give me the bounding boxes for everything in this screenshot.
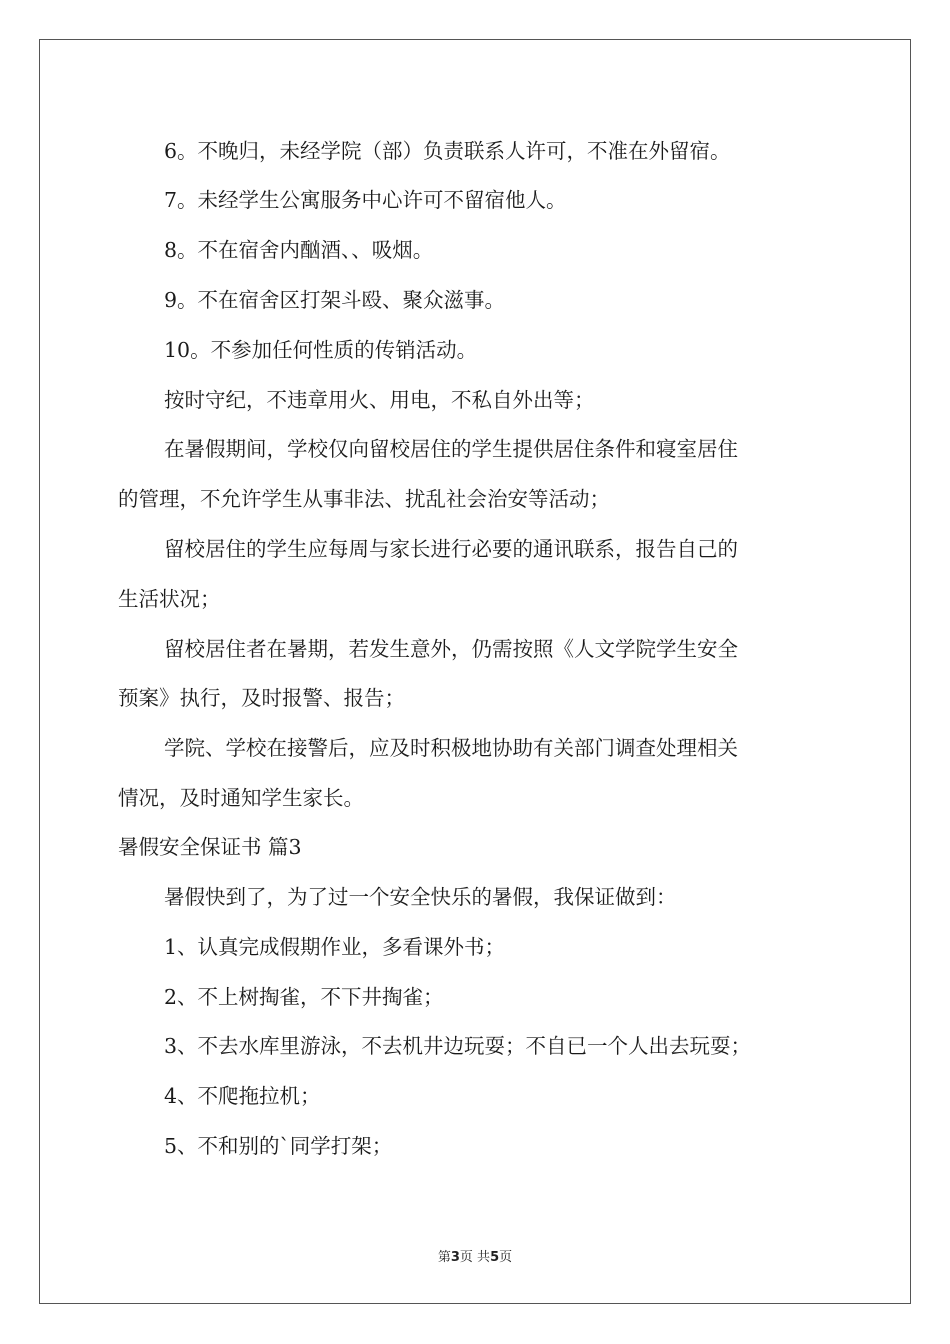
text-line: 4、不爬拖拉机； bbox=[164, 1084, 321, 1108]
text-line: 在暑假期间，学校仅向留校居住的学生提供居住条件和寝室居住 bbox=[164, 437, 738, 461]
text-line: 留校居住者在暑期，若发生意外，仍需按照《人文学院学生安全 bbox=[164, 637, 738, 661]
text-line: 预案》执行，及时报警、报告； bbox=[118, 686, 405, 710]
text-line: 学院、学校在接警后，应及时积极地协助有关部门调查处理相关 bbox=[164, 736, 738, 760]
text-line: 的管理，不允许学生从事非法、扰乱社会治安等活动； bbox=[118, 487, 610, 511]
text-line: 5、不和别的`同学打架； bbox=[164, 1134, 393, 1158]
text-line: 1、认真完成假期作业，多看课外书； bbox=[164, 935, 506, 959]
footer-page-number: 3 bbox=[450, 1250, 460, 1265]
text-line: 3、不去水库里游泳，不去机井边玩耍；不自已一个人出去玩耍； bbox=[164, 1034, 752, 1058]
text-line: 生活状况； bbox=[118, 587, 221, 611]
text-line: 7。未经学生公寓服务中心许可不留宿他人。 bbox=[164, 188, 567, 212]
text-line: 留校居住的学生应每周与家长进行必要的通讯联系，报告自己的 bbox=[164, 537, 738, 561]
text-line: 8。不在宿舍内酗酒、、吸烟。 bbox=[164, 238, 434, 262]
footer-mid: 页 共 bbox=[459, 1250, 491, 1265]
text-line: 暑假快到了，为了过一个安全快乐的暑假，我保证做到： bbox=[164, 885, 677, 909]
text-line: 6。不晚归，未经学院（部）负责联系人许可，不准在外留宿。 bbox=[164, 139, 731, 163]
text-line: 按时守纪，不违章用火、用电，不私自外出等； bbox=[164, 388, 595, 412]
text-line: 2、不上树掏雀，不下井掏雀； bbox=[164, 985, 444, 1009]
text-line: 10。不参加任何性质的传销活动。 bbox=[164, 338, 478, 362]
text-line: 情况，及时通知学生家长。 bbox=[118, 786, 364, 810]
footer-total-pages: 5 bbox=[490, 1250, 500, 1265]
text-line: 9。不在宿舍区打架斗殴、聚众滋事。 bbox=[164, 288, 506, 312]
section-heading: 暑假安全保证书 篇3 bbox=[118, 835, 302, 859]
page-frame bbox=[39, 39, 911, 1304]
footer-prefix: 第 bbox=[437, 1250, 451, 1265]
footer-suffix: 页 bbox=[499, 1250, 513, 1265]
page-footer bbox=[0, 1246, 950, 1265]
